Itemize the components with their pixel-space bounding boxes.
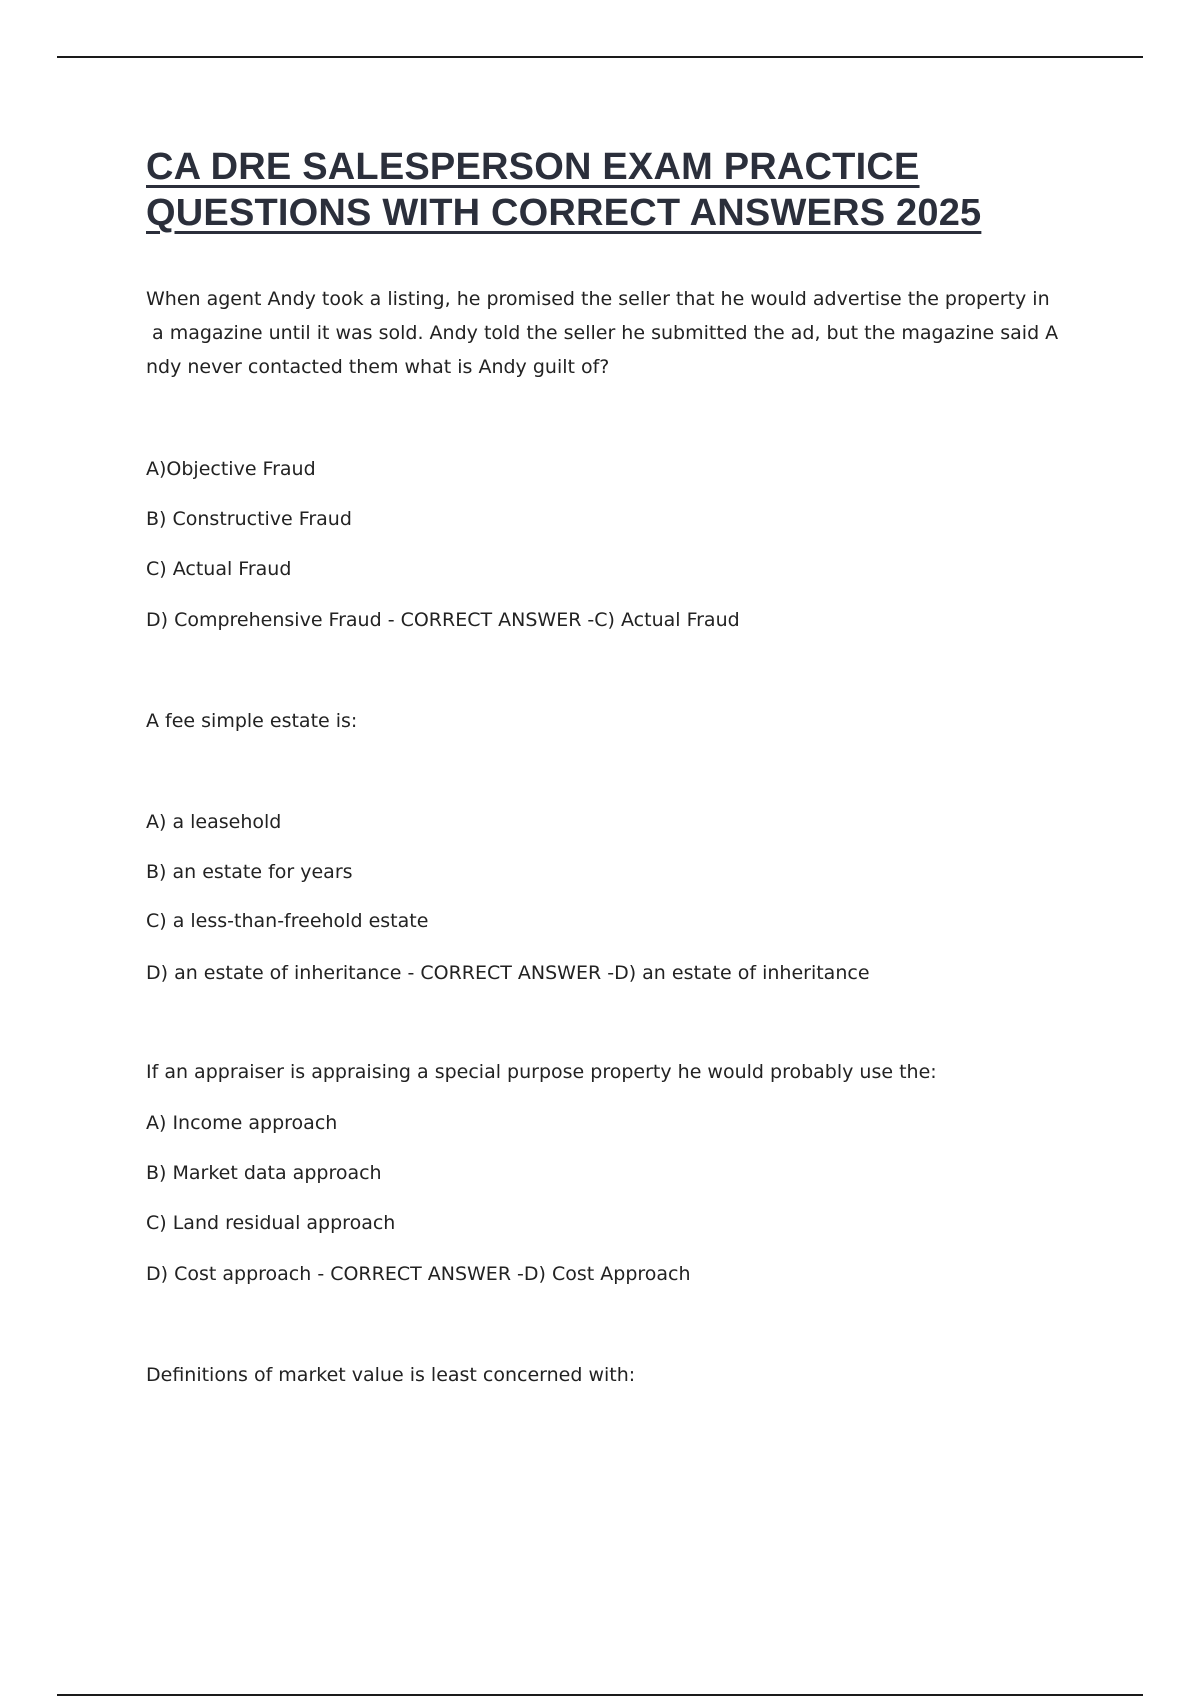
question-3-option-b: B) Market data approach: [146, 1162, 382, 1184]
question-3-prompt: If an appraiser is appraising a special purpose property he would probably use the:: [146, 1061, 937, 1083]
title-line-2: QUESTIONS WITH CORRECT ANSWERS 2025: [146, 192, 982, 234]
question-2-option-c: C) a less-than-freehold estate: [146, 910, 429, 932]
question-2-option-a: A) a leasehold: [146, 811, 282, 833]
document-title: [146, 144, 981, 236]
bottom-divider: [57, 1694, 1143, 1696]
question-1-option-b: B) Constructive Fraud: [146, 508, 352, 530]
question-4-prompt: Definitions of market value is least concerned with:: [146, 1364, 636, 1386]
question-1-prompt-line-3: ndy never contacted them what is Andy guilt of?: [146, 356, 610, 378]
top-divider: [57, 56, 1143, 58]
question-1-option-c: C) Actual Fraud: [146, 558, 292, 580]
question-3-option-a: A) Income approach: [146, 1112, 338, 1134]
question-3-option-c: C) Land residual approach: [146, 1212, 396, 1234]
question-2-option-d-answer: D) an estate of inheritance - CORRECT ANSWER -D) an estate of inheritance: [146, 962, 870, 984]
question-1-option-a: A)Objective Fraud: [146, 458, 316, 480]
question-1-prompt-line-1: When agent Andy took a listing, he promised the seller that he would advertise the property in: [146, 288, 1050, 310]
question-1-prompt-line-2: a magazine until it was sold. Andy told the seller he submitted the ad, but the magazine said A: [146, 322, 1059, 344]
question-1-option-d-answer: D) Comprehensive Fraud - CORRECT ANSWER -C) Actual Fraud: [146, 609, 740, 631]
question-2-prompt: A fee simple estate is:: [146, 710, 358, 732]
question-3-option-d-answer: D) Cost approach - CORRECT ANSWER -D) Cost Approach: [146, 1263, 691, 1285]
question-2-option-b: B) an estate for years: [146, 861, 353, 883]
title-line-1: CA DRE SALESPERSON EXAM PRACTICE: [146, 146, 920, 188]
